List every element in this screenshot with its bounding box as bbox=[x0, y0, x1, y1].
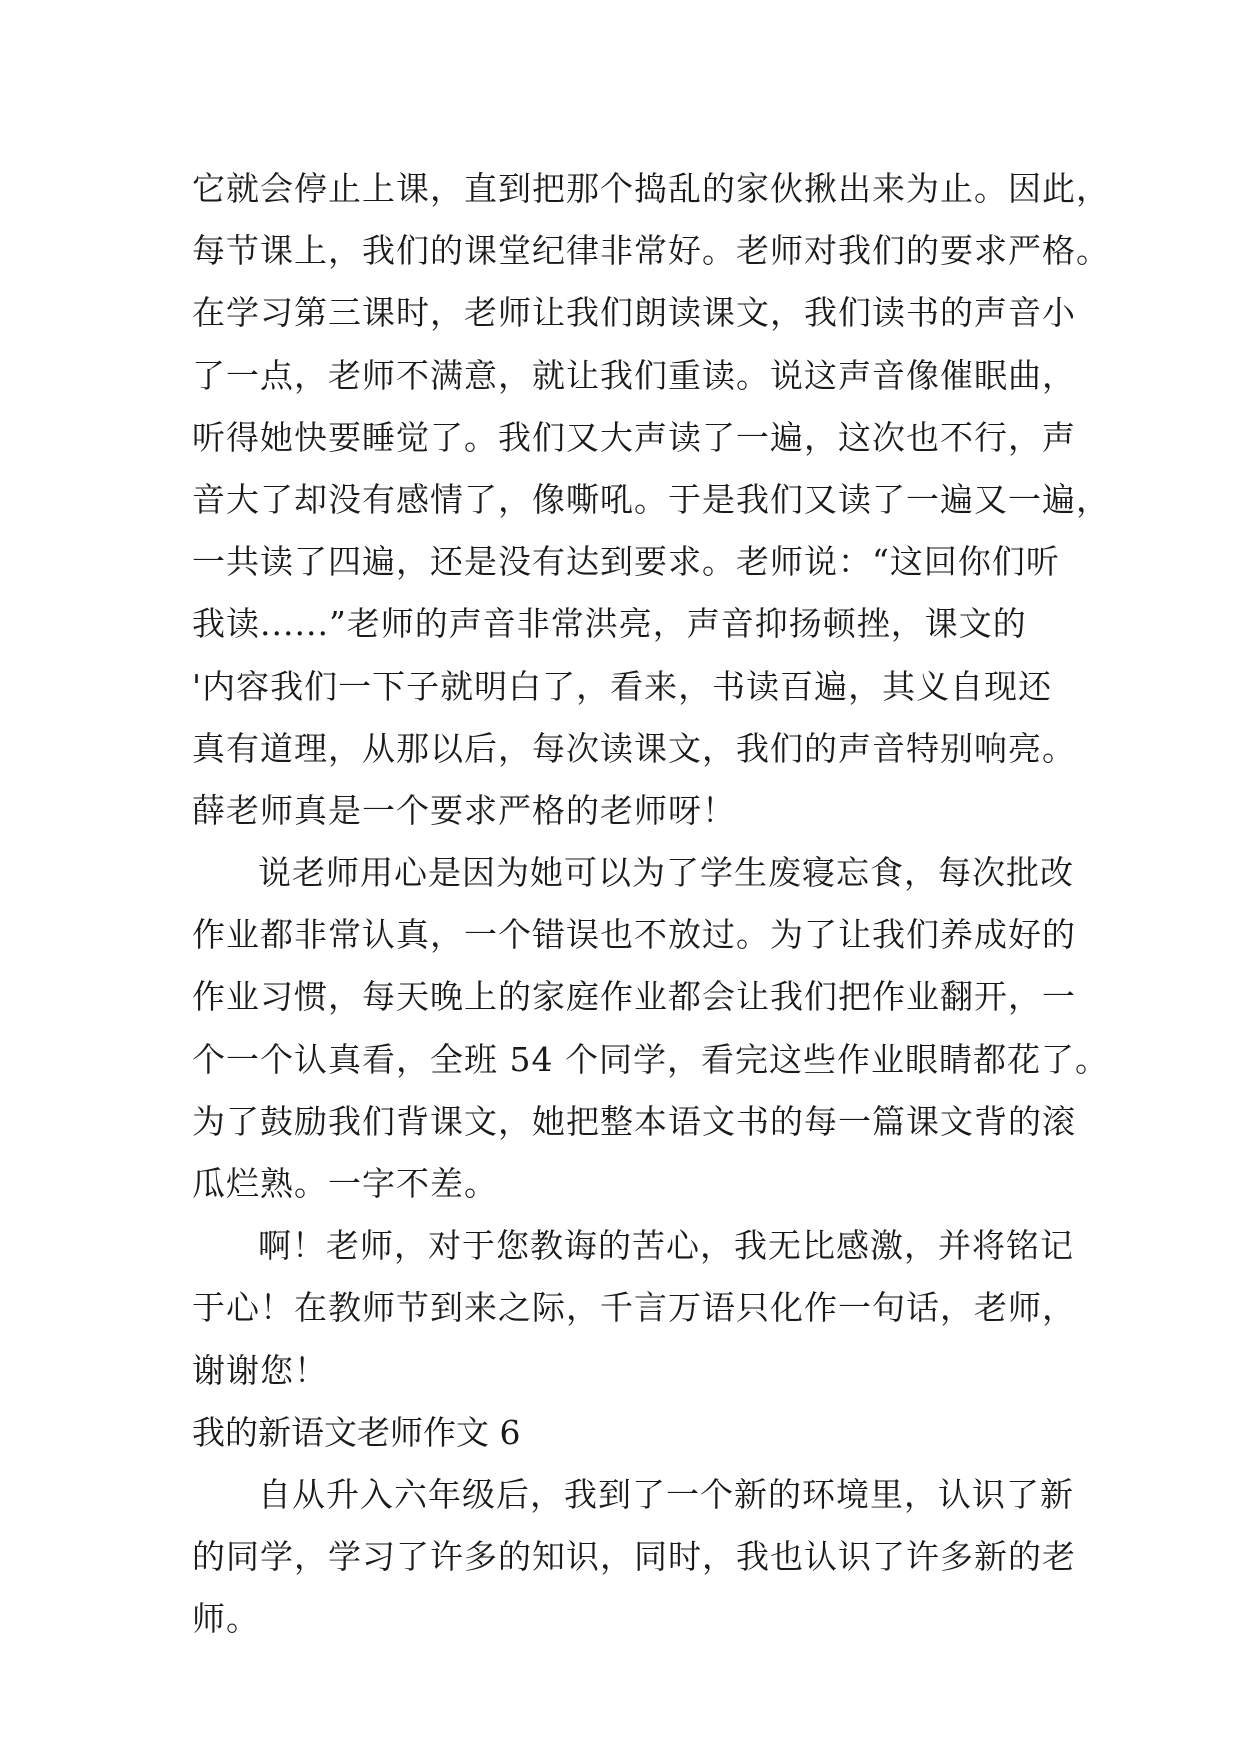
text-line: 作业都非常认真，一个错误也不放过。为了让我们养成好的 bbox=[192, 915, 1076, 955]
text-line: 音大了却没有感情了，像嘶吼。于是我们又读了一遍又一遍， bbox=[192, 479, 1110, 519]
text-line: 它就会停止上课，直到把那个捣乱的家伙揪出来为止。因此， bbox=[192, 169, 1110, 208]
text-line: 在学习第三课时，老师让我们朗读课文，我们读书的声音小 bbox=[192, 293, 1076, 333]
essay-title: 我的新语文老师作文 6 bbox=[192, 1412, 521, 1452]
text-line: 我读......”老师的声音非常洪亮，声音抑扬顿挫，课文的 bbox=[192, 604, 1027, 644]
text-line: 薛老师真是一个要求严格的老师呀！ bbox=[192, 790, 736, 830]
text-line: 个一个认真看，全班 54 个同学，看完这些作业眼睛都花了。 bbox=[192, 1039, 1109, 1079]
text-line: 作业习惯，每天晚上的家庭作业都会让我们把作业翻开，一 bbox=[192, 977, 1076, 1017]
text-line: 听得她快要睡觉了。我们又大声读了一遍，这次也不行，声 bbox=[192, 417, 1076, 457]
text-line: 一共读了四遍，还是没有达到要求。老师说：“这回你们听 bbox=[192, 542, 1060, 582]
text-line: 真有道理，从那以后，每次读课文，我们的声音特别响亮。 bbox=[192, 728, 1076, 768]
article-body bbox=[192, 158, 1110, 1651]
paragraph-start-line: 啊！老师，对于您教诲的苦心，我无比感激，并将铭记 bbox=[258, 1226, 1074, 1266]
text-line: 瓜烂熟。一字不差。 bbox=[192, 1164, 498, 1203]
paragraph-start-line: 自从升入六年级后，我到了一个新的环境里，认识了新 bbox=[258, 1474, 1074, 1514]
text-line: '内容我们一下子就明白了，看来，书读百遍，其义自现还 bbox=[192, 666, 1053, 706]
paragraph-start-line: 说老师用心是因为她可以为了学生废寝忘食，每次批改 bbox=[258, 853, 1074, 893]
text-line: 了一点，老师不满意，就让我们重读。说这声音像催眠曲， bbox=[192, 355, 1076, 395]
text-line: 每节课上，我们的课堂纪律非常好。老师对我们的要求严格。 bbox=[192, 231, 1110, 271]
text-line: 谢谢您！ bbox=[192, 1350, 328, 1390]
text-line: 于心！在教师节到来之际，千言万语只化作一句话，老师， bbox=[192, 1288, 1076, 1328]
text-line: 为了鼓励我们背课文，她把整本语文书的每一篇课文背的滚 bbox=[192, 1101, 1076, 1141]
text-line: 师。 bbox=[192, 1599, 260, 1639]
text-line: 的同学，学习了许多的知识，同时，我也认识了许多新的老 bbox=[192, 1537, 1076, 1577]
